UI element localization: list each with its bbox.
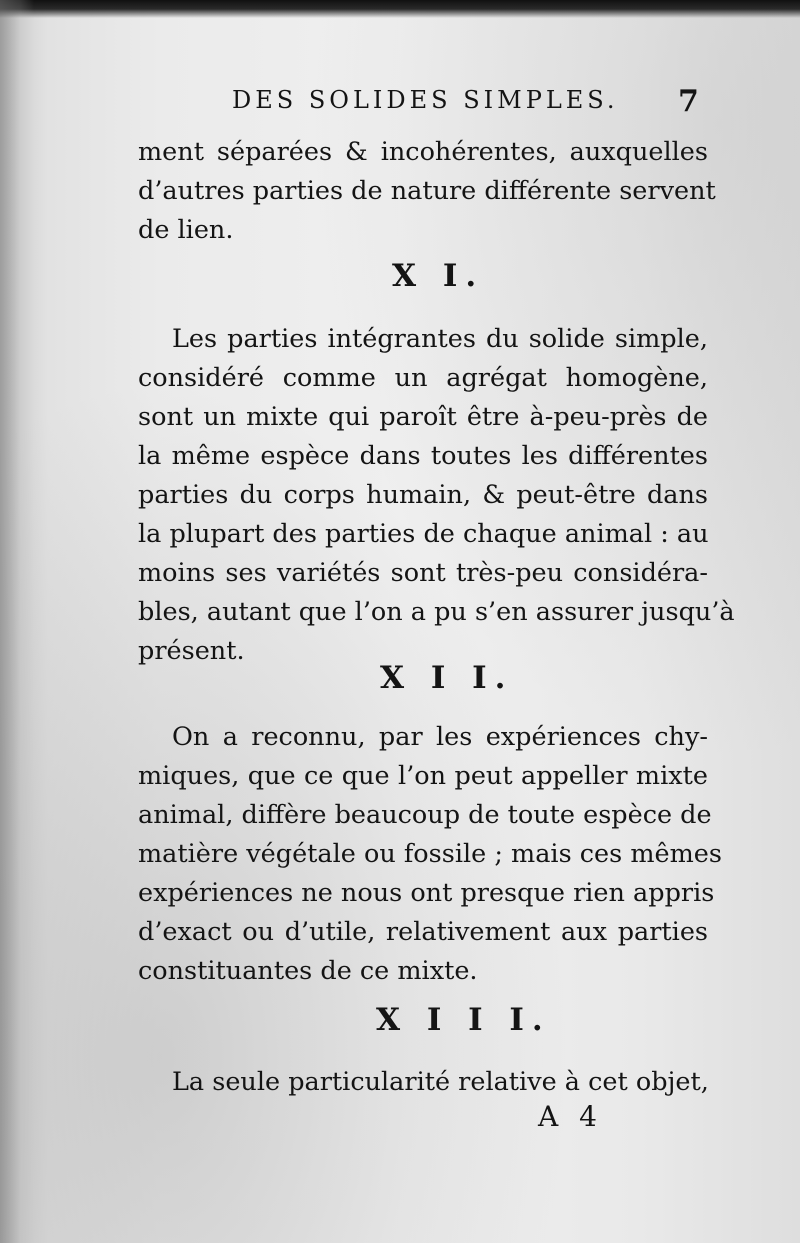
text-line: présent.	[138, 636, 245, 666]
text-line: parties du corps humain, & peut-être dans	[138, 480, 708, 510]
text-line: La seule particularité relative à cet objet,	[172, 1067, 709, 1097]
signature-mark: A 4	[538, 1100, 603, 1133]
text-line: sont un mixte qui paroît être à-peu-près de	[138, 402, 708, 432]
section-heading-xi: X I.	[392, 258, 485, 294]
text-line: Les parties intégrantes du solide simple,	[172, 324, 708, 354]
text-line: la même espèce dans toutes les différentes	[138, 441, 708, 471]
text-line: ment séparées & incohérentes, auxquelles	[138, 137, 708, 167]
text-line: On a reconnu, par les expériences chy-	[172, 722, 708, 752]
text-line: matière végétale ou fossile ; mais ces mêmes	[138, 839, 722, 869]
text-line: moins ses variétés sont très-peu considéra-	[138, 558, 708, 588]
text-line: d’autres parties de nature différente servent	[138, 176, 716, 206]
text-line: d’exact ou d’utile, relativement aux parties	[138, 917, 708, 947]
section-heading-xii: X I I.	[380, 660, 514, 696]
page-number: 7	[678, 84, 699, 119]
text-line: de lien.	[138, 215, 234, 245]
running-header: DES SOLIDES SIMPLES.	[232, 86, 619, 114]
text-line: constituantes de ce mixte.	[138, 956, 478, 986]
section-heading-xiii: X I I I.	[376, 1002, 551, 1038]
text-line: bles, autant que l’on a pu s’en assurer jusqu’à	[138, 597, 735, 627]
text-line: considéré comme un agrégat homogène,	[138, 363, 708, 393]
text-line: miques, que ce que l’on peut appeller mixte	[138, 761, 708, 791]
text-line: expériences ne nous ont presque rien appris	[138, 878, 715, 908]
text-line: animal, diffère beaucoup de toute espèce de	[138, 800, 712, 830]
text-line: la plupart des parties de chaque animal : au	[138, 519, 709, 549]
